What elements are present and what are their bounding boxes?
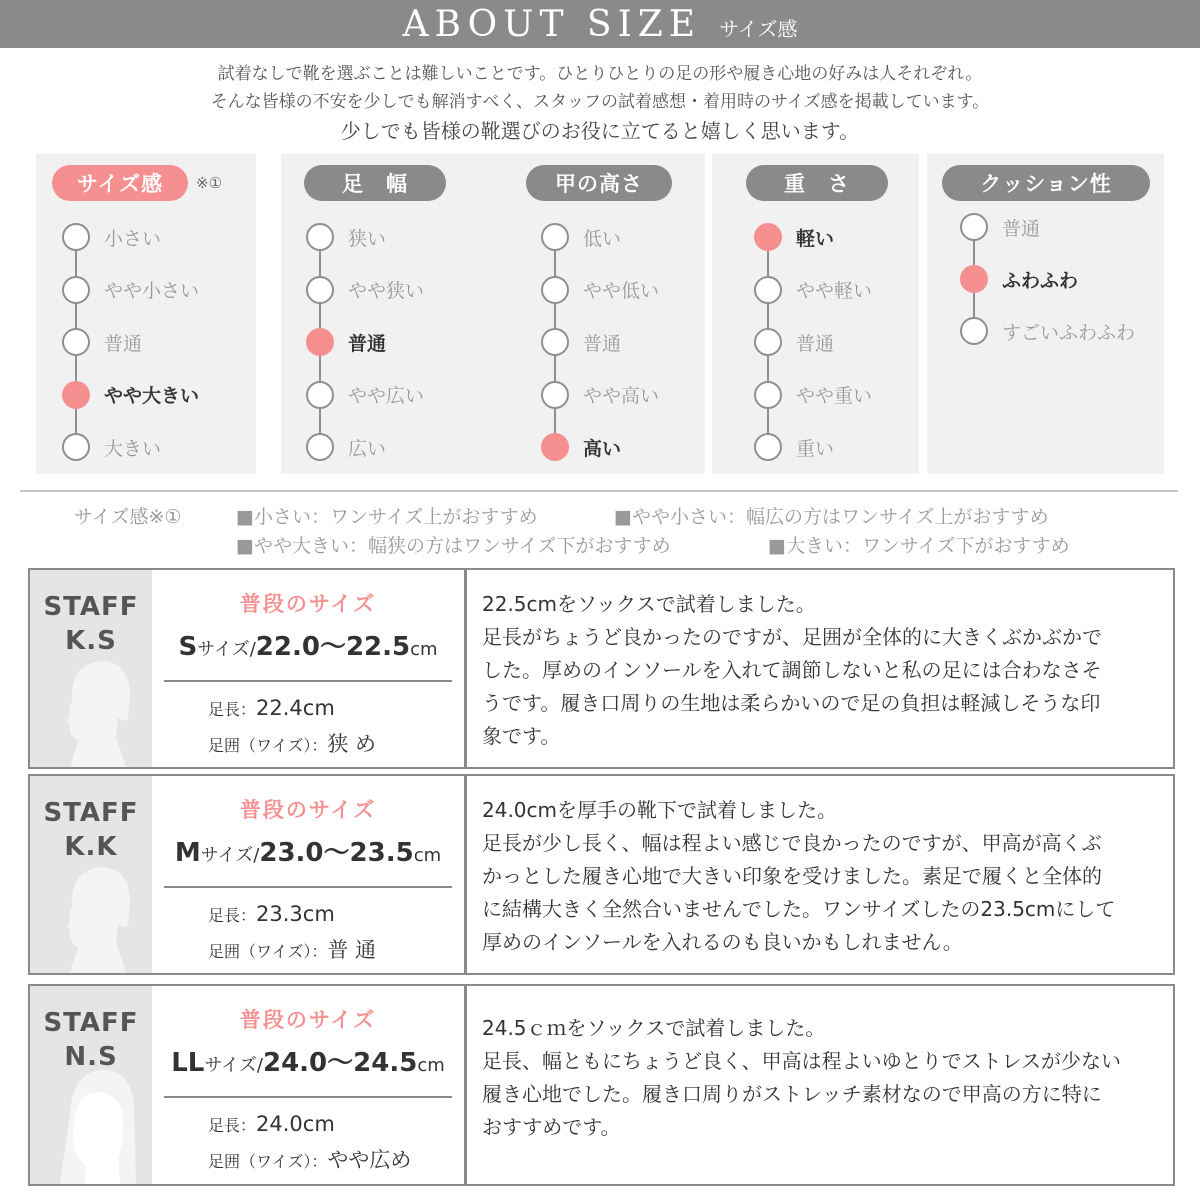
usual-size-label: 普段のサイズ (239, 798, 377, 822)
comment-line: 22.5cmをソックスで試着しました。 (482, 592, 816, 616)
unselected-dot-icon (306, 223, 334, 251)
scale-option-label: やや高い (583, 385, 660, 407)
unselected-dot-icon (754, 381, 782, 409)
unselected-dot-icon (541, 328, 569, 356)
scale-option-label: 大きい (104, 437, 162, 460)
staff-card (28, 984, 1175, 1186)
divider (20, 490, 1178, 492)
staff-size-info (152, 776, 464, 973)
scale-option (62, 327, 142, 357)
scale-option (754, 432, 834, 462)
scale-option (541, 432, 621, 462)
scale-option-label: 普通 (348, 332, 387, 355)
foot-length (208, 902, 335, 926)
scale-option (754, 275, 872, 305)
scale-option-label: やや重い (796, 385, 873, 407)
foot-length-value: 22.4cm (256, 696, 335, 720)
scale-option-label: 狭い (348, 227, 387, 250)
usual-size-value (152, 1042, 464, 1079)
scale-option (306, 222, 386, 252)
scale-option-label: 重い (796, 437, 835, 460)
staff-id (30, 590, 152, 658)
scale-panel (927, 154, 1164, 474)
scale-option-label: やや大きい (104, 385, 200, 407)
comment-line: 足長が少し長く、幅は程よい感じで良かったのですが、甲高が高くぶ (482, 831, 1102, 855)
comment-line: 24.0cmを厚手の靴下で試着しました。 (482, 798, 838, 822)
unselected-dot-icon (754, 328, 782, 356)
scale-option (541, 222, 621, 252)
size-word: サイズ/ (197, 639, 256, 660)
scale-option (960, 316, 1135, 346)
scale-title: 甲の高さ (526, 165, 672, 201)
unselected-dot-icon (754, 433, 782, 461)
foot-length-value: 24.0cm (256, 1112, 335, 1136)
scale-note: ※① (196, 174, 223, 192)
scale-option-label: やや狭い (348, 280, 425, 302)
scale-panel (712, 154, 919, 474)
size-unit: cm (417, 1055, 445, 1076)
unselected-dot-icon (306, 381, 334, 409)
scale-title: クッション性 (942, 165, 1150, 201)
comment-line: 厚めのインソールを入れるのも良いかもしれません。 (482, 930, 963, 954)
unselected-dot-icon (960, 213, 988, 241)
staff-size-info (152, 570, 464, 767)
intro-text (0, 60, 1200, 146)
scale-title: 足 幅 (304, 165, 446, 201)
foot-width (208, 1144, 411, 1174)
legend-item-large: ■大きい：ワンサイズ下がおすすめ (768, 535, 1070, 557)
foot-width (208, 934, 376, 964)
scale-option (960, 264, 1078, 294)
scale-panel (496, 154, 705, 474)
staff-photo-area (30, 570, 152, 767)
size-range: 23.0〜23.5 (259, 838, 414, 868)
foot-width-label: 足囲（ワイズ）： (208, 736, 328, 755)
card-separator (464, 570, 467, 767)
scale-option-label: ふわふわ (1002, 269, 1079, 292)
comment-line: うです。履き口周りの生地は柔らかいので足の負担は軽減しそうな印 (482, 691, 1101, 715)
usual-size-value (152, 832, 464, 869)
selected-dot-icon (754, 223, 782, 251)
foot-width-value: やや広め (327, 1148, 412, 1172)
foot-width-value: 普 通 (327, 938, 377, 962)
staff-comment (482, 1012, 1162, 1144)
staff-name: K.K (64, 832, 118, 862)
foot-width-label: 足囲（ワイズ）： (208, 942, 328, 961)
foot-length-value: 23.3cm (256, 902, 335, 926)
staff-id (30, 796, 152, 864)
scale-option (306, 327, 386, 357)
comment-line: に結構大きく全然合いませんでした。ワンサイズしたの23.5cmにして (482, 897, 1116, 921)
unselected-dot-icon (62, 223, 90, 251)
scale-panel (36, 154, 256, 474)
foot-length (208, 1112, 335, 1136)
header-banner (0, 0, 1200, 48)
size-range: 24.0〜24.5 (263, 1048, 418, 1078)
scale-option-label: やや小さい (104, 280, 200, 302)
size-unit: cm (410, 639, 438, 660)
staff-label: STAFF (43, 592, 139, 622)
scale-option (541, 275, 659, 305)
foot-width-label: 足囲（ワイズ）： (208, 1152, 328, 1171)
card-separator (464, 776, 467, 973)
legend-item-slightly-small: ■やや小さい：幅広の方はワンサイズ上がおすすめ (614, 506, 1049, 528)
scale-option (754, 327, 834, 357)
comment-line: 足長、幅ともにちょうど良く、甲高は程よいゆとりでストレスが少ない (482, 1049, 1121, 1073)
scale-option-label: 高い (583, 437, 622, 460)
staff-label: STAFF (43, 1008, 139, 1038)
staff-size-info (152, 986, 464, 1184)
header-title: ABOUT SIZE (402, 3, 702, 45)
comment-line: 24.5ｃｍをソックスで試着しました。 (482, 1016, 826, 1040)
foot-length (208, 696, 335, 720)
scale-option-label: 普通 (1002, 217, 1041, 240)
scale-option (306, 432, 386, 462)
scale-option (62, 380, 199, 410)
legend-label: サイズ感※① (74, 506, 182, 528)
comment-line: 履き心地でした。履き口周りがストレッチ素材なので甲高の方に特に (482, 1082, 1102, 1106)
staff-id (30, 1006, 152, 1074)
scale-option (541, 380, 659, 410)
scale-option (62, 222, 161, 252)
unselected-dot-icon (754, 276, 782, 304)
staff-card (28, 568, 1175, 769)
scale-option-label: やや低い (583, 280, 660, 302)
scale-option (62, 432, 161, 462)
size-code: LL (171, 1048, 205, 1078)
scale-option-label: すごいふわふわ (1002, 321, 1136, 344)
size-word: サイズ/ (200, 845, 260, 866)
scale-option (541, 327, 621, 357)
scale-option (754, 222, 834, 252)
staff-card (28, 774, 1175, 975)
size-divider (164, 886, 452, 888)
usual-size-label: 普段のサイズ (239, 592, 377, 616)
size-word: サイズ/ (204, 1055, 263, 1076)
scale-option-label: 普通 (583, 332, 622, 355)
comment-line: した。厚めのインソールを入れて調節しないと私の足には合わなさそ (482, 658, 1102, 682)
unselected-dot-icon (306, 433, 334, 461)
foot-width-value: 狭 め (327, 732, 377, 756)
staff-comment (482, 588, 1162, 753)
comment-line: おすすめです。 (482, 1115, 621, 1139)
scale-option (62, 275, 199, 305)
scale-option-label: 広い (348, 437, 387, 460)
scale-option-label: 軽い (796, 227, 835, 250)
size-range: 22.0〜22.5 (255, 632, 411, 662)
intro-line-1: 試着なしで靴を選ぶことは難しいことです。ひとりひとりの足の形や履き心地の好みは人それぞれ。 (217, 64, 983, 84)
scale-option-label: 小さい (104, 227, 162, 250)
unselected-dot-icon (62, 276, 90, 304)
scale-option-label: 普通 (796, 332, 835, 355)
staff-photo-area (30, 776, 152, 973)
scale-title: サイズ感 (52, 165, 188, 201)
scale-option-label: やや軽い (796, 280, 873, 302)
scale-option-label: 低い (583, 227, 622, 250)
unselected-dot-icon (62, 328, 90, 356)
unselected-dot-icon (306, 276, 334, 304)
usual-size-label: 普段のサイズ (239, 1008, 377, 1032)
unselected-dot-icon (960, 317, 988, 345)
scale-option (754, 380, 872, 410)
unselected-dot-icon (541, 223, 569, 251)
scale-panel (281, 154, 501, 474)
card-separator (464, 986, 467, 1184)
comment-line: 足長がちょうど良かったのですが、足囲が全体的に大きくぶかぶかで (482, 625, 1102, 649)
staff-name: N.S (64, 1042, 118, 1072)
size-unit: cm (413, 845, 442, 866)
foot-length-label: 足長： (208, 1116, 257, 1135)
foot-length-label: 足長： (208, 700, 257, 719)
selected-dot-icon (306, 328, 334, 356)
scale-option-label: 普通 (104, 332, 143, 355)
staff-label: STAFF (43, 798, 139, 828)
unselected-dot-icon (62, 433, 90, 461)
unselected-dot-icon (541, 381, 569, 409)
intro-line-3: 少しでも皆様の靴選びのお役に立てると嬉しく思います。 (340, 119, 860, 143)
selected-dot-icon (960, 265, 988, 293)
scale-option (306, 380, 424, 410)
size-code: S (178, 632, 198, 662)
scale-option (960, 212, 1040, 242)
intro-line-2: そんな皆様の不安を少しでも解消すべく、スタッフの試着感想・着用時のサイズ感を掲載しています。 (210, 92, 990, 112)
header-subtitle: サイズ感 (719, 16, 798, 41)
staff-comment (482, 794, 1162, 959)
legend-item-slightly-large: ■やや大きい：幅狭の方はワンサイズ下がおすすめ (236, 535, 671, 557)
foot-width (208, 728, 376, 758)
comment-line: 象です。 (482, 724, 561, 748)
size-code: M (174, 838, 201, 868)
selected-dot-icon (541, 433, 569, 461)
legend-item-small: ■小さい：ワンサイズ上がおすすめ (236, 506, 538, 528)
size-divider (164, 680, 452, 682)
size-divider (164, 1096, 452, 1098)
scale-option-label: やや広い (348, 385, 425, 407)
comment-line: かっとした履き心地で大きい印象を受けました。素足で履くと全体的 (482, 864, 1102, 888)
usual-size-value (152, 626, 464, 663)
selected-dot-icon (62, 381, 90, 409)
staff-photo-area (30, 986, 152, 1184)
scale-title: 重 さ (746, 165, 888, 201)
foot-length-label: 足長： (208, 906, 257, 925)
unselected-dot-icon (541, 276, 569, 304)
staff-name: K.S (65, 626, 117, 656)
scale-option (306, 275, 424, 305)
